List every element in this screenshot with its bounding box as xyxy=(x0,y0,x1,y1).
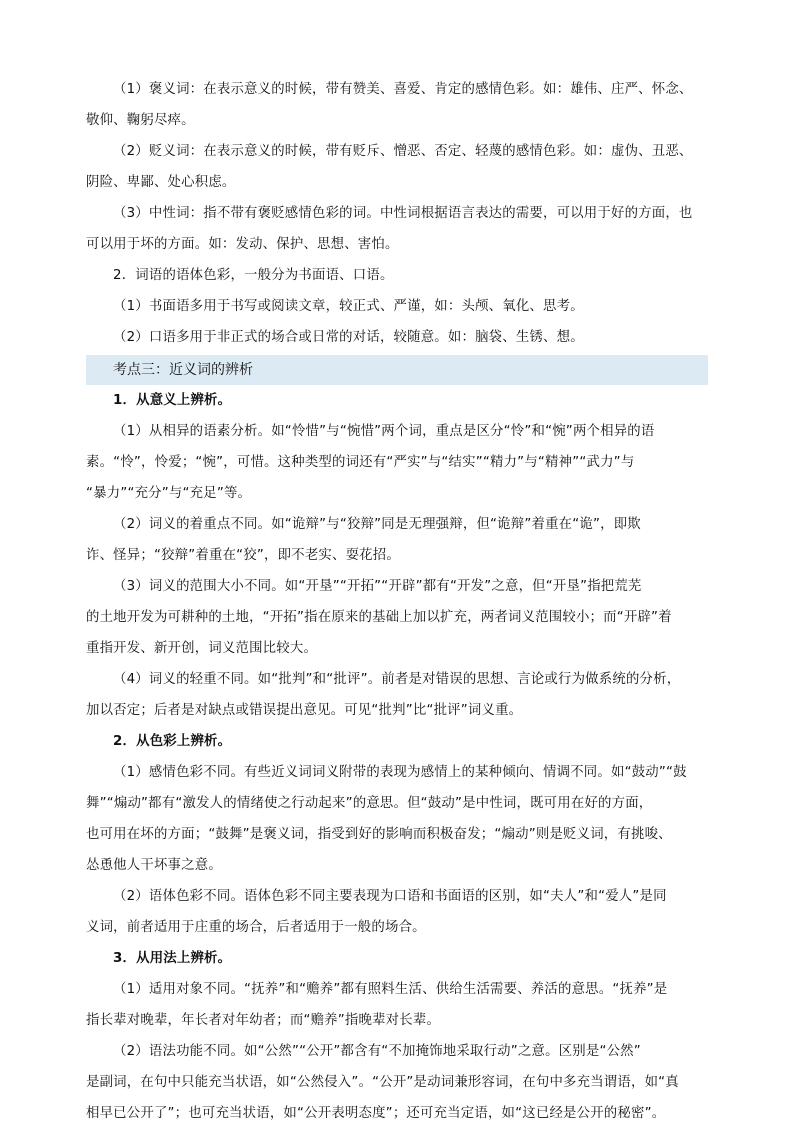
paragraph-style-color: （2）语体色彩不同。语体色彩不同主要表现为口语和书面语的区别，如“夫人”和“爱人”是同 义词，前者适用于庄重的场合，后者适用于一般的场合。 xyxy=(86,889,667,935)
paragraph-grammar: （2）语法功能不同。如“公然”“公开”都含有“不加掩饰地采取行动”之意。区别是“公然” 是副词，在句中只能充当状语，如“公然侵入”。“公开”是动词兼形容词，在句中多充当谓语，如“真 相早已公开了”；也可充当状语，如“公开表明态度”；还可充当定语，如“这已经是公开的秘密”。 xyxy=(86,1044,679,1121)
subheading-color: 2．从色彩上辨析。 xyxy=(113,734,232,749)
paragraph-scope: （3）词义的范围大小不同。如“开垦”“开拓”“开辟”都有“开发”之意，但“开垦”指把荒芜 的土地开发为可耕种的土地，“开拓”指在原来的基础上加以扩充，两者词义范围较小；而“开辟”着 重指开发、新开创，词义范围比较大。 xyxy=(86,579,672,656)
paragraph-written-language: （1）书面语多用于书写或阅读文章，较正式、严谨，如：头颅、氧化、思考。 xyxy=(113,299,584,314)
paragraph-emotional-color: （1）感情色彩不同。有些近义词词义附带的表现为感情上的某种倾向、情调不同。如“鼓动”“鼓 舞”“煽动”都有“激发人的情绪使之行动起来”的意思。但“鼓动”是中性词，既可用在好的方面， 也可用在坏的方面；“鼓舞”是褒义词，指受到好的影响而积极奋发；“煽动”则是贬义词，有挑唆、 怂恿他人干坏事之意。 xyxy=(86,765,687,873)
paragraph-neutral: （3）中性词：指不带有褒贬感情色彩的词。中性词根据语言表达的需要，可以用于好的方面，也 可以用于坏的方面。如：发动、保护、思想、害怕。 xyxy=(86,206,693,252)
paragraph-commendatory: （1）褒义词：在表示意义的时候，带有赞美、喜爱、肯定的感情色彩。如：雄伟、庄严、怀念、 敬仰、鞠躬尽瘁。 xyxy=(86,82,693,128)
paragraph-spoken-language: （2）口语多用于非正式的场合或日常的对话，较随意。如：脑袋、生锈、想。 xyxy=(113,330,584,345)
paragraph-morpheme: （1）从相异的语素分析。如“怜惜”与“惋惜”两个词，重点是区分“怜”和“惋”两个相异的语 素。“怜”，怜爱；“惋”，可惜。这种类型的词还有“严实”与“结实”“精力”与“精神”“武力”与 “暴力”“充分”与“充足”等。 xyxy=(86,424,655,501)
paragraph-emphasis: （2）词义的着重点不同。如“诡辩”与“狡辩”同是无理强辩，但“诡辩”着重在“诡”，即欺 诈、怪异；“狡辩”着重在“狡”，即不老实、耍花招。 xyxy=(86,517,641,563)
subheading-usage: 3．从用法上辨析。 xyxy=(113,951,232,966)
paragraph-weight: （4）词义的轻重不同。如“批判”和“批评”。前者是对错误的思想、言论或行为做系统的分析， 加以否定；后者是对缺点或错误提出意见。可见“批判”比“批评”词义重。 xyxy=(86,672,681,718)
subheading-meaning: 1．从意义上辨析。 xyxy=(113,393,232,408)
paragraph-derogatory: （2）贬义词：在表示意义的时候，带有贬斥、憎恶、否定、轻蔑的感情色彩。如：虚伪、丑恶、 阴险、卑鄙、处心积虑。 xyxy=(86,144,693,190)
paragraph-object: （1）适用对象不同。“抚养”和“赡养”都有照料生活、供给生活需要、养活的意思。“抚养”是 指长辈对晚辈，年长者对年幼者；而“赡养”指晚辈对长辈。 xyxy=(86,982,668,1028)
section-heading: 考点三：近义词的辨析 xyxy=(86,355,708,385)
paragraph-register: 2．词语的语体色彩，一般分为书面语、口语。 xyxy=(113,268,394,283)
document-body xyxy=(86,74,708,1129)
